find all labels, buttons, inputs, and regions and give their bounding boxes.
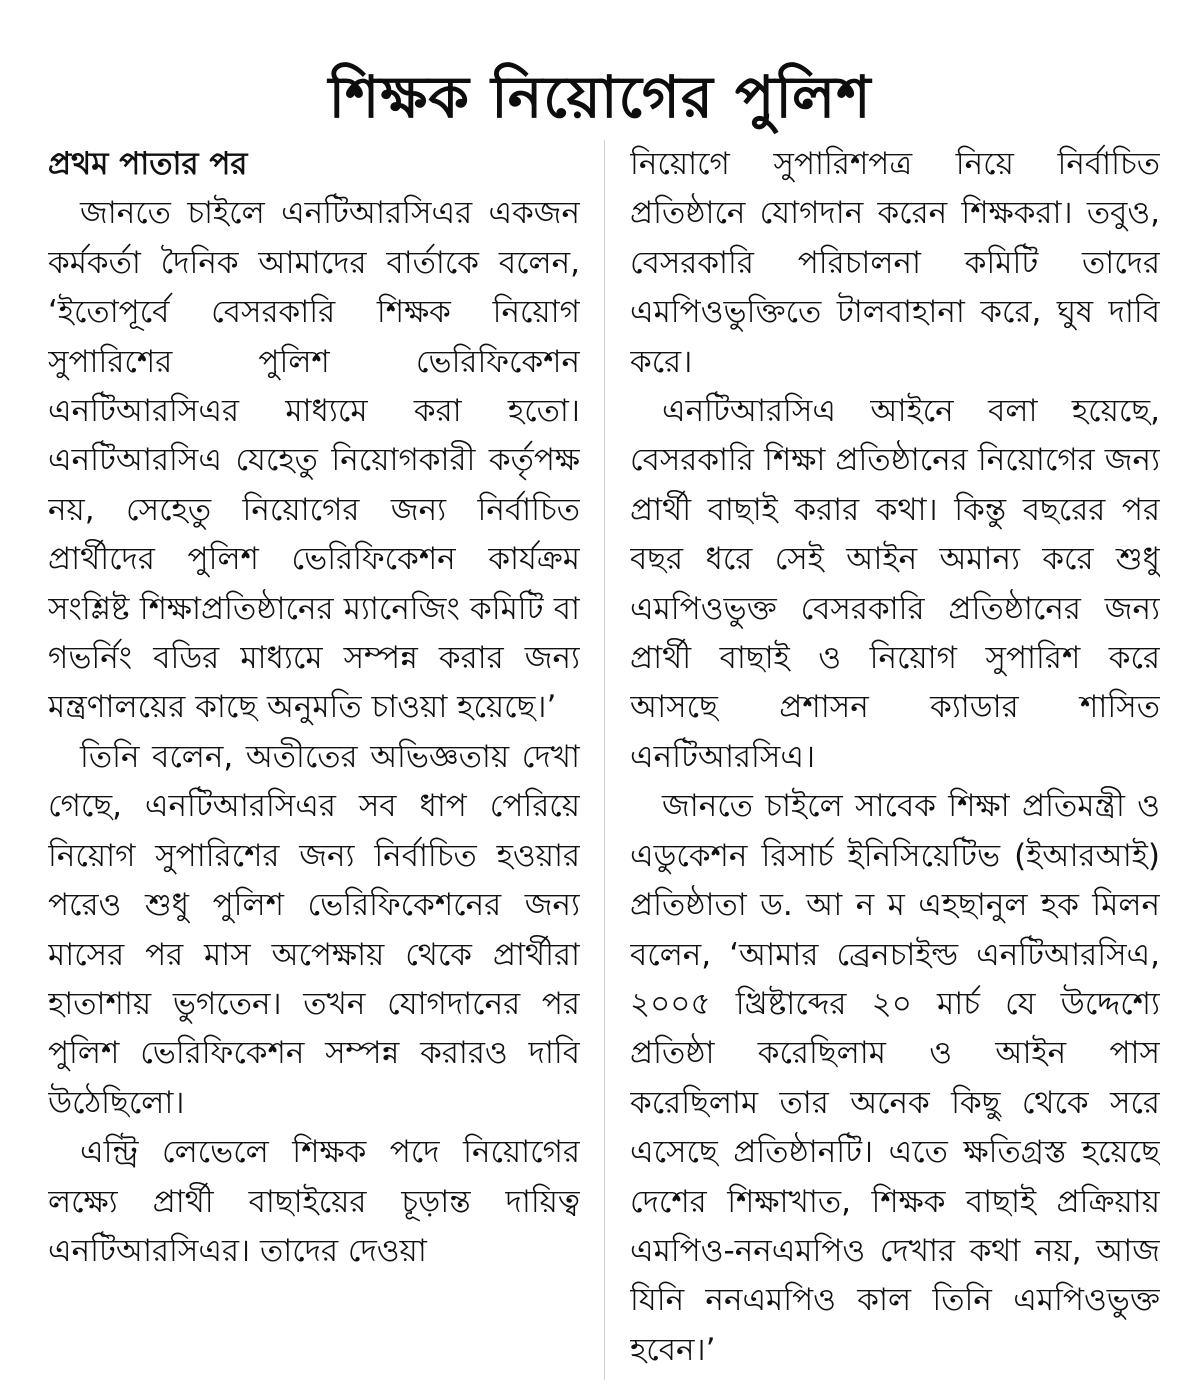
article-paragraph: এন্ট্রি লেভেলে শিক্ষক পদে নিয়োগের লক্ষ্যে প্রার্থী বাছাইয়ের চূড়ান্ত দায়িত্ব এনটিআরসিএর। তাদের দেওয়া (48, 1134, 580, 1269)
column-divider (604, 140, 605, 1380)
article-paragraph: তিনি বলেন, অতীতের অভিজ্ঞতায় দেখা গেছে, এনটিআরসিএর সব ধাপ পেরিয়ে নিয়োগ সুপারিশের জন্য নির্বাচিত হওয়ার পরেও শুধু পুলিশ ভেরিফিকেশনের জন্য মাসের পর মাস অপেক্ষায় থেকে প্রার্থীরা হাতাশায় ভুগতেন। তখন যোগদানের পর পুলিশ ভেরিফিকেশন সম্পন্ন করারও দাবি উঠেছিলো। (48, 738, 580, 1121)
article-column-right (630, 140, 1160, 1390)
article-headline: শিক্ষক নিয়োগের পুলিশ (328, 62, 872, 131)
article-column-left (48, 140, 580, 1390)
article-paragraph: এনটিআরসিএ আইনে বলা হয়েছে, বেসরকারি শিক্ষা প্রতিষ্ঠানের নিয়োগের জন্য প্রার্থী বাছাই করার কথা। কিন্তু বছরের পর বছর ধরে সেই আইন অমান্য করে শুধু এমপিওভুক্ত বেসরকারি প্রতিষ্ঠানের জন্য প্রার্থী বাছাই ও নিয়োগ সুপারিশ করে আসছে প্রশাসন ক্যাডার শাসিত এনটিআরসিএ। (630, 393, 1160, 775)
article-kicker: প্রথম পাতার পর (48, 146, 248, 182)
article-paragraph: জানতে চাইলে এনটিআরসিএর একজন কর্মকর্তা দৈনিক আমাদের বার্তাকে বলেন, ‘ইতোপূর্বে বেসরকারি শিক্ষক নিয়োগ সুপারিশের পুলিশ ভেরিফিকেশন এনটিআরসিএর মাধ্যমে করা হতো। এনটিআরসিএ যেহেতু নিয়োগকারী কর্তৃপক্ষ নয়, সেহেতু নিয়োগের জন্য নির্বাচিত প্রার্থীদের পুলিশ ভেরিফিকেশন কার্যক্রম সংশ্লিষ্ট শিক্ষাপ্রতিষ্ঠানের ম্যানেজিং কমিটি বা গভর্নিং বডির মাধ্যমে সম্পন্ন করার জন্য মন্ত্রণালয়ের কাছে অনুমতি চাওয়া হয়েছে।’ (48, 195, 580, 726)
article-paragraph: নিয়োগে সুপারিশপত্র নিয়ে নির্বাচিত প্রতিষ্ঠানে যোগদান করেন শিক্ষকরা। তবুও, বেসরকারি পরিচালনা কমিটি তাদের এমপিওভুক্তিতে টালবাহানা করে, ঘুষ দাবি করে। (630, 146, 1160, 380)
article-paragraph: জানতে চাইলে সাবেক শিক্ষা প্রতিমন্ত্রী ও এডুকেশন রিসার্চ ইনিসিয়েটিভ (ইআরআই) প্রতিষ্ঠাতা ড. আ ন ম এহছানুল হক মিলন বলেন, ‘আমার ব্রেনচাইল্ড এনটিআরসিএ, ২০০৫ খ্রিষ্টাব্দের ২০ মার্চ যে উদ্দেশ্যে প্রতিষ্ঠা করেছিলাম ও আইন পাস করেছিলাম তার অনেক কিছু থেকে সরে এসেছে প্রতিষ্ঠানটি। এতে ক্ষতিগ্রস্ত হয়েছে দেশের শিক্ষাখাত, শিক্ষক বাছাই প্রক্রিয়ায় এমপিও-ননএমপিও দেখার কথা নয়, আজ যিনি ননএমপিও কাল তিনি এমপিওভুক্ত হবেন।’ (630, 788, 1160, 1368)
